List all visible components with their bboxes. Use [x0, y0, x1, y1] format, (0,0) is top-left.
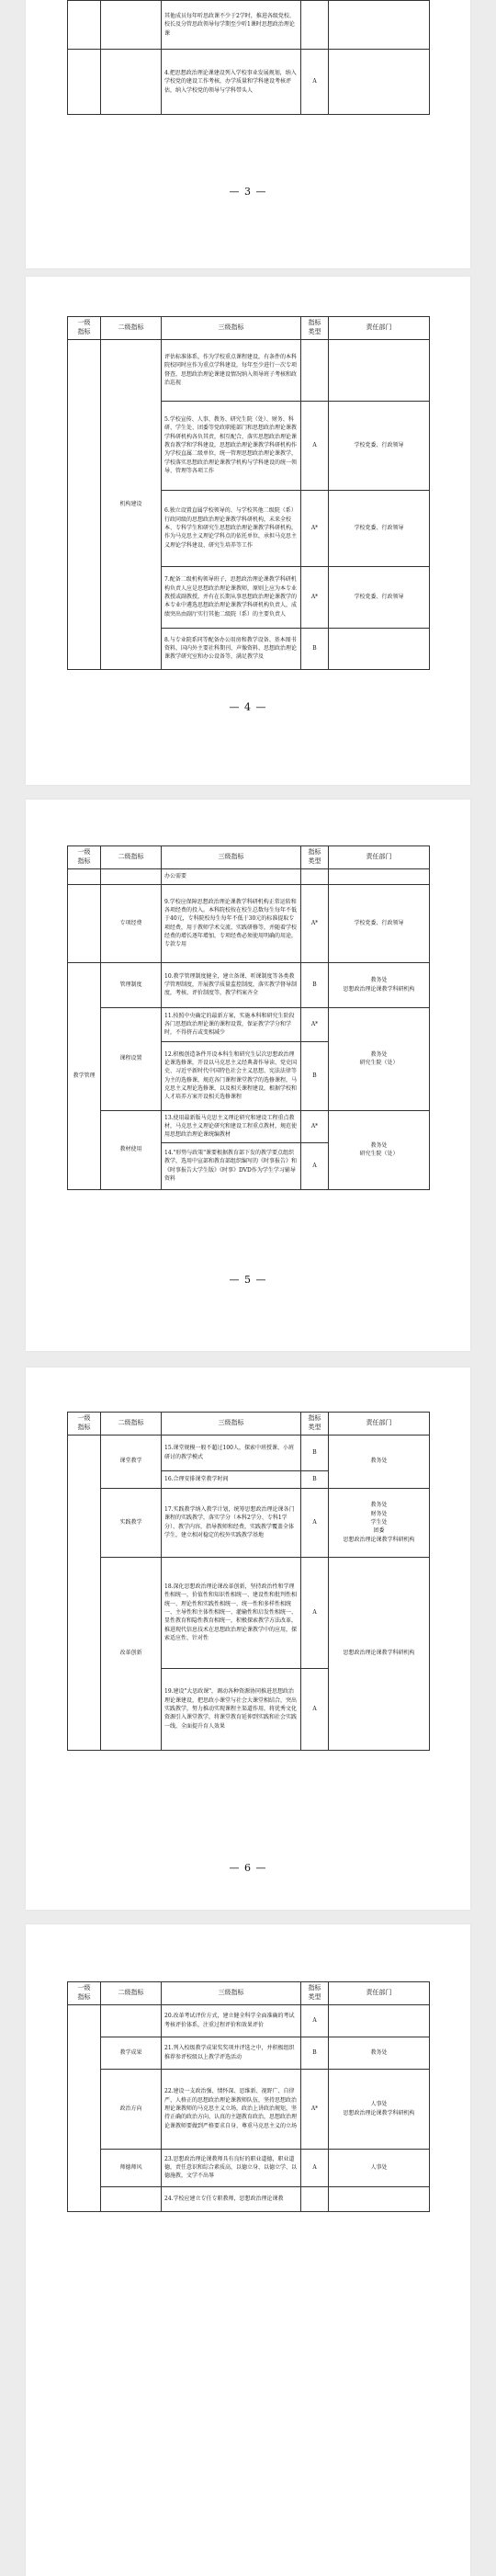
indicator-type — [301, 2186, 329, 2211]
responsible-dept: 教务处 — [329, 2037, 430, 2069]
indicator-type — [301, 1, 329, 50]
header-level1: 一级 指标 — [68, 1413, 101, 1436]
indicator-text: 7.配备二级机构领导班子，思想政治理论课教学科研机构负责人应是思想政治理论课教师，原则上应为本专业教授或副教授，并有在长期从事思想政治理论课教学的本专业中遴选思想政治理论课教学科研机构负责人，成绩突出由副厅实行其他二级院（系）的主要负责人 — [162, 566, 301, 628]
level2-indicator: 教学成果 — [101, 2037, 162, 2069]
indicator-text: 8.与专业院系同等配备办公用房和教学设备、基本图书资料，国内外主要社科期刊、声像资料、思想政治理论课教学研究室和办公设备等，满足教学及 — [162, 628, 301, 669]
indicator-text: 5.学校宣传、人事、教务、研究生院（处）、财务、科研、学生处、团委等党政职能部门和思想政治理论课教学科研机构各负其责，相互配合，落实思想政治理论课教育教学和学科建设，思想政治理论课教学科研机构作为学校直属二级单位，统一管理思想政治理论课教学，学校落实思想政治理论课教学机构与学科建设的统一领导、管理等各项工作 — [162, 401, 301, 490]
header-level1: 一级 指标 — [68, 317, 101, 340]
table-row — [68, 1110, 430, 1142]
responsible-dept: 教务处 研究生院（处） — [329, 1007, 430, 1110]
indicator-text: 23.思想政治理论课教师具有良好的职业道德，职业道德，责任意识和综合素质高，以德立身、以德立学、以德施教，文学不出辱 — [162, 2149, 301, 2186]
header-level3: 三级指标 — [162, 1982, 301, 2005]
indicator-text: 16.合理安排课堂教学时间 — [162, 1470, 301, 1488]
table-row — [68, 1007, 430, 1041]
table-row — [68, 868, 430, 884]
indicator-type — [301, 868, 329, 884]
document-page-6 — [26, 1367, 470, 1910]
responsible-dept: 教务处 财务处 学生处 团委 思想政治理论课教学科研机构 — [329, 1488, 430, 1557]
indicator-text: 6.独立设置直属学校领导的、与学校其他二级院（系）行政同级的思想政治理论课教学科研机构，未来全校本、专科学生和研究生思想政治理论课教学科研机构，作为马克思主义理论学科点的依托单位，承担马克思主义理论学科建设、研究生培养等工作 — [162, 490, 301, 566]
table-row — [68, 1435, 430, 1470]
responsible-dept: 教务处 研究生院（处） — [329, 1110, 430, 1189]
indicator-text: 14."形势与政策"课要根据教育部下发的教学要点组织教学，选用中宣部和教育部组织编写的《时事报告》和《时事报告大学生版》《时事》DVD作为学生学习辅导资料 — [162, 1142, 301, 1189]
document-page-4 — [26, 277, 470, 785]
indicator-type: A* — [301, 1110, 329, 1142]
level2-indicator: 实践教学 — [101, 1488, 162, 1557]
indicator-text: 9.学校应保障思想政治理论课教学科研机构正常运转和各项经费的投入。本科院校按在校生总数每生每年不低于40元，专科院校每生每年不低于30元的标准提取专项经费，用于教师学术交流、实践研修等，并随着学校经费的增长逐年增加，专项经费必须使用明确的用途，专款专用 — [162, 884, 301, 962]
level2-indicator — [101, 868, 162, 884]
indicator-text: 4.把思想政治理论课建设列入学校事业发展规划，纳入学校党的建设工作考核，办学质量和学科建设考核评估，纳入学校党的领导与学科带头人 — [162, 50, 301, 115]
table-row — [68, 2186, 430, 2211]
header-dept: 责任部门 — [329, 1413, 430, 1436]
evaluation-table — [67, 0, 430, 115]
table-row — [68, 2069, 430, 2149]
indicator-type: A — [301, 2149, 329, 2186]
responsible-dept: 教务处 — [329, 1435, 430, 1488]
indicator-text: 其他成员每年听思政课不少于2学时，推进各级党校、校长及分管思政领导每学期至少听1课时思想政治理论课 — [162, 1, 301, 50]
header-type: 指标 类型 — [301, 317, 329, 340]
table-row — [68, 884, 430, 962]
indicator-type: A* — [301, 1007, 329, 1041]
page-number: — 6 — — [229, 1862, 267, 1874]
level2-indicator: 改革创新 — [101, 1557, 162, 1750]
header-type: 指标 类型 — [301, 1982, 329, 2005]
header-dept: 责任部门 — [329, 1982, 430, 2005]
table-header-row — [68, 1982, 430, 2005]
header-type: 指标 类型 — [301, 846, 329, 869]
header-level3: 三级指标 — [162, 846, 301, 869]
page-number: — 4 — — [229, 701, 267, 713]
table-row — [68, 2004, 430, 2037]
indicator-type: B — [301, 1435, 329, 1470]
level2-indicator: 教材使用 — [101, 1110, 162, 1189]
indicator-text: 18.深化思想政治理论课改革创新，坚持政治性和学理性相统一，价值性和知识性相统一、建设性和批判性相统一、理论性和实践性相统一、统一性和多样性相统一、主导性和主体性相统一、灌输性和启发性相统一、显性教育和隐性教育相统一，积极探索教学方法改革，推进现代信息技术在思想政治理论课教学中的应用，探索适应性、针对性 — [162, 1557, 301, 1668]
page-number: — 5 — — [229, 1274, 267, 1286]
responsible-dept — [329, 2186, 430, 2211]
responsible-dept — [329, 2004, 430, 2037]
level2-indicator — [101, 2004, 162, 2037]
table-header-row — [68, 317, 430, 340]
indicator-text: 24.学校应建立专任专职教师，思想政治理论课教 — [162, 2186, 301, 2211]
indicator-text: 11.按照中央确定的最新方案，实施本科和研究生阶段各门思想政治理论课的课程设置，保证教学学分和学时，不得挤占或变相减少 — [162, 1007, 301, 1041]
header-level2: 二级指标 — [101, 1413, 162, 1436]
indicator-type: A* — [301, 2069, 329, 2149]
header-level2: 二级指标 — [101, 317, 162, 340]
responsible-dept — [329, 339, 430, 401]
responsible-dept: 学校党委、行政领导 — [329, 490, 430, 566]
header-level3: 三级指标 — [162, 317, 301, 340]
level2-indicator: 课堂教学 — [101, 1435, 162, 1488]
indicator-type: A — [301, 1488, 329, 1557]
header-level2: 二级指标 — [101, 1982, 162, 2005]
indicator-type: A — [301, 401, 329, 490]
page-number: — 3 — — [229, 186, 267, 198]
indicator-text: 评估标准体系，作为学校重点课程建设，有条件的本科院校同时应作为重点学科建设，每年至少进行一次专项督查，思想政治理论课建设情况纳入领导班子考核和政治巡视 — [162, 339, 301, 401]
indicator-text: 17.实践教学纳入教学计划，统筹思想政治理论课各门课程的实践教学，落实学分（本科2学分、专科1学分）、教学内容，指导教师和经费，实践教学覆盖全体学生，建立相对稳定的校外实践教学基地 — [162, 1488, 301, 1557]
responsible-dept: 思想政治理论课教学科研机构 — [329, 1557, 430, 1750]
indicator-type: A* — [301, 884, 329, 962]
indicator-text: 12.积极创造条件开设本科生和研究生层次思想政治理论课选修课，开设以马克思主义经典著作导读、党史国史、习近平新时代中国特色社会主义思想、宪法法律等为主的选修课，规范各门课程课堂教学的选修课程，马克思主义理论选修课，以及相关课程建设，根据学校和人才培养方案开设相关选修课程 — [162, 1041, 301, 1110]
table-header-row — [68, 1413, 430, 1436]
header-level2: 二级指标 — [101, 846, 162, 869]
table-row — [68, 1, 430, 50]
level2-indicator: 师德师风 — [101, 2149, 162, 2186]
level2-indicator — [101, 2186, 162, 2211]
table-row — [68, 1488, 430, 1557]
document-page-5 — [26, 800, 470, 1351]
indicator-type: A* — [301, 490, 329, 566]
responsible-dept: 学校党委、行政领导 — [329, 401, 430, 490]
header-level1: 一级 指标 — [68, 1982, 101, 2005]
indicator-type: B — [301, 962, 329, 1007]
header-level3: 三级指标 — [162, 1413, 301, 1436]
indicator-type: A* — [301, 566, 329, 628]
indicator-type: B — [301, 628, 329, 669]
table-row — [68, 2037, 430, 2069]
header-level1: 一级 指标 — [68, 846, 101, 869]
level2-indicator: 管理制度 — [101, 962, 162, 1007]
responsible-dept: 教务处 思想政治理论课教学科研机构 — [329, 962, 430, 1007]
indicator-type: A — [301, 50, 329, 115]
table-row — [68, 2149, 430, 2186]
indicator-type: A — [301, 2004, 329, 2037]
indicator-type — [301, 339, 329, 401]
indicator-type: A — [301, 1557, 329, 1668]
indicator-text: 20.改革考试评价方式，建立健全科学全面准确的考试考核评价体系，注重过程评价和效果评价 — [162, 2004, 301, 2037]
evaluation-table — [67, 1412, 430, 1751]
document-page-7 — [26, 1924, 470, 2576]
responsible-dept — [329, 628, 430, 669]
evaluation-table — [67, 845, 430, 1190]
level2-indicator: 专项经费 — [101, 884, 162, 962]
table-row — [68, 50, 430, 115]
indicator-text: 13.使用最新版马克思主义理论研究和建设工程重点教材，马克思主义理论研究和建设工程重点教材，规范使用思想政治理论课统编教材 — [162, 1110, 301, 1142]
indicator-text: 19.建设"大思政课"，调动各种资源协同推进思想政治理论课建设，把思政小课堂与社会大课堂相结合，突出实践教学，努力推动实现课程主渠道作用，将优秀文化资源引入课堂教学，将课堂教育延伸到实践和社会实践一线，全面提升育人效果 — [162, 1668, 301, 1750]
document-page-3 — [26, 0, 470, 268]
level1-indicator: 教学管理 — [68, 962, 101, 1189]
responsible-dept: 人事处 思想政治理论课教学科研机构 — [329, 2069, 430, 2149]
level2-indicator: 政治方向 — [101, 2069, 162, 2149]
table-header-row — [68, 846, 430, 869]
evaluation-table — [67, 1981, 430, 2212]
responsible-dept: 人事处 — [329, 2149, 430, 2186]
indicator-type: B — [301, 1470, 329, 1488]
header-dept: 责任部门 — [329, 317, 430, 340]
table-row — [68, 339, 430, 401]
indicator-text: 22.建设一支政治强、情怀深、思维新、视野广、自律严、人格正的思想政治理论课教师队伍，坚持思想政治理论课教师的马克思主义立场，政治上讲政治规矩，坚持正确的政治方向、认真的主题教育政治，思想政治理论课教师要做到严格要求自身、尊重马克思主义的立场 — [162, 2069, 301, 2149]
indicator-type: B — [301, 1041, 329, 1110]
responsible-dept: 学校党委、行政领导 — [329, 566, 430, 628]
evaluation-table — [67, 316, 430, 670]
indicator-type: A — [301, 1142, 329, 1189]
table-row — [68, 1557, 430, 1668]
responsible-dept — [329, 868, 430, 884]
header-dept: 责任部门 — [329, 846, 430, 869]
indicator-text: 10.教学管理制度健全，建立备课、听课制度等各类教学管理制度，开展教学质量监控制度，落实教学督导制度，考核、评价制度等，教学档案齐全 — [162, 962, 301, 1007]
indicator-text: 21.列入校级教学成果奖奖项并评选之中，并积极组织推荐参评校级以上教学评选活动 — [162, 2037, 301, 2069]
level2-indicator: 机构建设 — [101, 339, 162, 669]
indicator-text: 15.课堂规模一般不超过100人，探索中班授课、小班研讨的教学模式 — [162, 1435, 301, 1470]
indicator-type: A — [301, 1668, 329, 1750]
responsible-dept: 学校党委、行政领导 — [329, 884, 430, 962]
indicator-type: B — [301, 2037, 329, 2069]
level2-indicator: 课程设置 — [101, 1007, 162, 1110]
header-type: 指标 类型 — [301, 1413, 329, 1436]
indicator-text: 办公需要 — [162, 868, 301, 884]
table-row — [68, 962, 430, 1007]
